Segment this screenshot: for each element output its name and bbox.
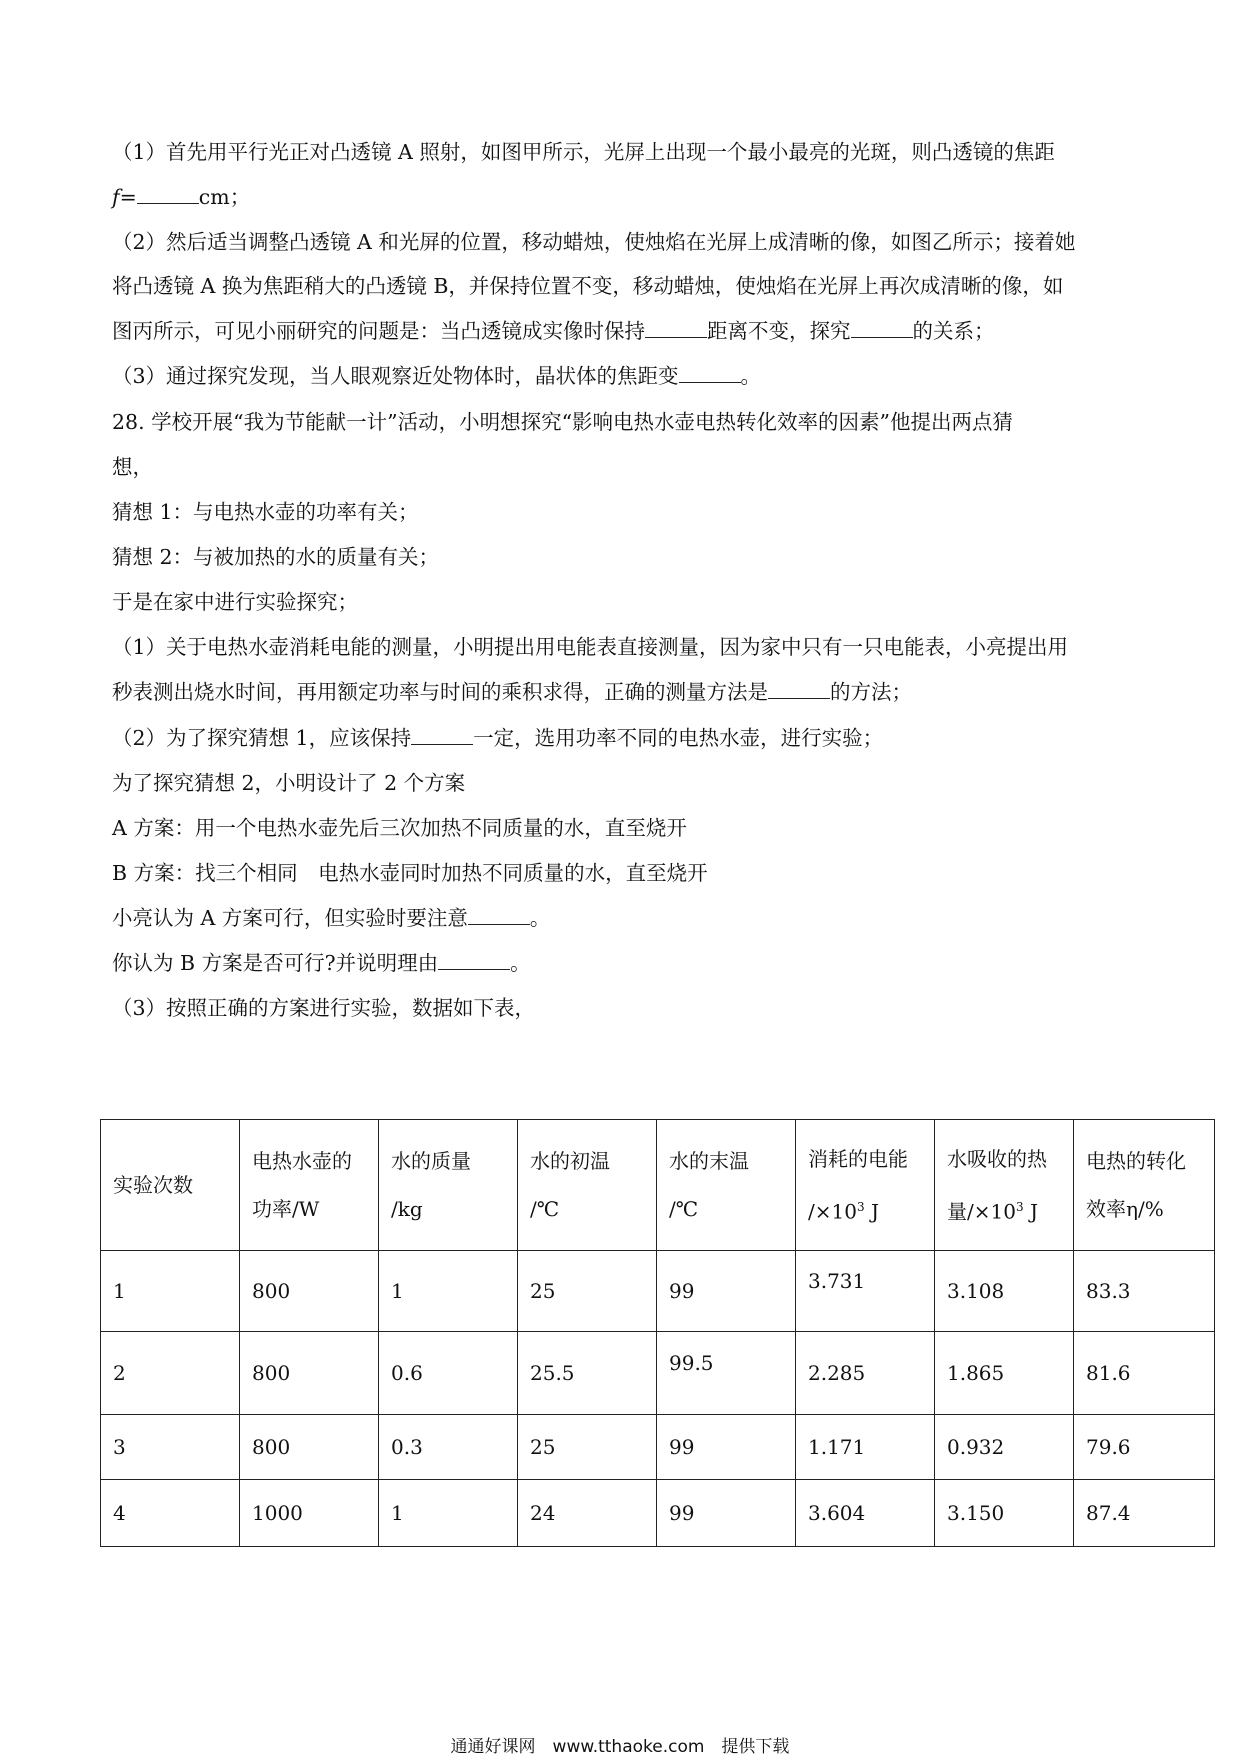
table-cell: 99 (657, 1480, 796, 1547)
table-row (101, 1332, 1215, 1415)
table-cell: 3.731 (796, 1251, 935, 1332)
q28-plan-a: A 方案：用一个电热水壶先后三次加热不同质量的水，直至烧开 (112, 816, 687, 840)
q27-part2-line2: 将凸透镜 A 换为焦距稍大的凸透镜 B，并保持位置不变，移动蜡烛，使烛焰在光屏上再次成清晰的像，如 (112, 274, 1064, 298)
experiment-data-table (100, 1119, 1215, 1547)
answer-blank[interactable] (645, 317, 707, 338)
table-cell: 83.3 (1074, 1251, 1215, 1332)
table-cell: 4 (101, 1480, 240, 1547)
table-header-cell: 电热的转化 效率η/% (1074, 1120, 1215, 1251)
table-cell: 1 (379, 1480, 518, 1547)
table-cell: 1000 (240, 1480, 379, 1547)
table-header-cell: 消耗的电能 $/\times 10^3$ J (796, 1120, 935, 1251)
answer-blank[interactable] (851, 317, 913, 338)
q28-lead: 于是在家中进行实验探究； (112, 590, 358, 614)
table-cell: 1.865 (935, 1332, 1074, 1415)
table-cell: 1 (101, 1251, 240, 1332)
table-cell: 2 (101, 1332, 240, 1415)
page-footer: 通通好课网 www.tthaoke.com 提供下载 (450, 1737, 790, 1757)
table-header-cell: 水的初温 /℃ (518, 1120, 657, 1251)
table-cell: 1.171 (796, 1415, 935, 1480)
table-cell: 3.108 (935, 1251, 1074, 1332)
table-cell: 3 (101, 1415, 240, 1480)
table-cell: 3.604 (796, 1480, 935, 1547)
q27-part1-line1: （1）首先用平行光正对凸透镜 A 照射，如图甲所示，光屏上出现一个最小最亮的光斑，则凸透镜的焦距 (112, 140, 1055, 164)
table-cell: 1 (379, 1251, 518, 1332)
q28-guess-2: 猜想 2：与被加热的水的质量有关； (112, 545, 440, 569)
q28-part3: （3）按照正确的方案进行实验，数据如下表， (112, 996, 536, 1020)
q27-part1-line2: f= cm； (112, 185, 251, 209)
q28-plan-b: B 方案：找三个相同 电热水壶同时加热不同质量的水，直至烧开 (112, 861, 708, 885)
table-header-row (101, 1120, 1215, 1251)
q28-you: 你认为 B 方案是否可行?并说明理由 。 (112, 951, 531, 975)
q27-part3: （3）通过探究发现，当人眼观察近处物体时，晶状体的焦距变 。 (112, 364, 762, 388)
table-cell: 25 (518, 1251, 657, 1332)
table-row (101, 1480, 1215, 1547)
q28-intro-line2: 想， (112, 455, 153, 479)
table-cell: 0.932 (935, 1415, 1074, 1480)
q28-part2: （2）为了探究猜想 1，应该保持 一定，选用功率不同的电热水壶，进行实验； (112, 726, 884, 750)
table-cell: 87.4 (1074, 1480, 1215, 1547)
table-cell: 0.6 (379, 1332, 518, 1415)
answer-blank[interactable] (468, 904, 530, 925)
q27-part2-line3: 图丙所示，可见小丽研究的问题是：当凸透镜成实像时保持 距离不变，探究 的关系； (112, 319, 995, 343)
q28-liang: 小亮认为 A 方案可行，但实验时要注意 。 (112, 906, 551, 930)
table-cell: 24 (518, 1480, 657, 1547)
q27-part2-line1: （2）然后适当调整凸透镜 A 和光屏的位置，移动蜡烛，使烛焰在光屏上成清晰的像，如图乙所示；接着她 (112, 230, 1076, 254)
answer-blank[interactable] (438, 949, 510, 970)
q28-guess-1: 猜想 1：与电热水壶的功率有关； (112, 500, 419, 524)
table-cell: 99 (657, 1415, 796, 1480)
table-cell: 99.5 (657, 1332, 796, 1415)
table-header-cell: 水的质量 /kg (379, 1120, 518, 1251)
table-row (101, 1415, 1215, 1480)
answer-blank[interactable] (411, 724, 473, 745)
table-cell: 0.3 (379, 1415, 518, 1480)
q28-plan-intro: 为了探究猜想 2，小明设计了 2 个方案 (112, 771, 466, 795)
table-header-cell: 水吸收的热 量$/\times 10^3$ J (935, 1120, 1074, 1251)
table-cell: 3.150 (935, 1480, 1074, 1547)
table-header-cell: 实验次数 (101, 1120, 240, 1251)
table-header-cell: 水的末温 /℃ (657, 1120, 796, 1251)
q28-part1-line1: （1）关于电热水壶消耗电能的测量，小明提出用电能表直接测量，因为家中只有一只电能表，小亮提出用 (112, 635, 1069, 659)
table-cell: 79.6 (1074, 1415, 1215, 1480)
table-row (101, 1251, 1215, 1332)
table-cell: 25.5 (518, 1332, 657, 1415)
q28-intro-line1: 28. 学校开展“我为节能献一计”活动，小明想探究“影响电热水壶电热转化效率的因素”他提出两点猜 (112, 410, 1014, 434)
answer-blank[interactable] (768, 678, 830, 699)
table-cell: 99 (657, 1251, 796, 1332)
answer-blank[interactable] (679, 362, 741, 383)
table-cell: 81.6 (1074, 1332, 1215, 1415)
table-cell: 25 (518, 1415, 657, 1480)
table-cell: 800 (240, 1332, 379, 1415)
table-cell: 800 (240, 1415, 379, 1480)
table-cell: 2.285 (796, 1332, 935, 1415)
table-header-cell: 电热水壶的 功率/W (240, 1120, 379, 1251)
table-cell: 800 (240, 1251, 379, 1332)
answer-blank[interactable] (137, 183, 199, 204)
q28-part1-line2: 秒表测出烧水时间，再用额定功率与时间的乘积求得，正确的测量方法是 的方法； (112, 680, 912, 704)
